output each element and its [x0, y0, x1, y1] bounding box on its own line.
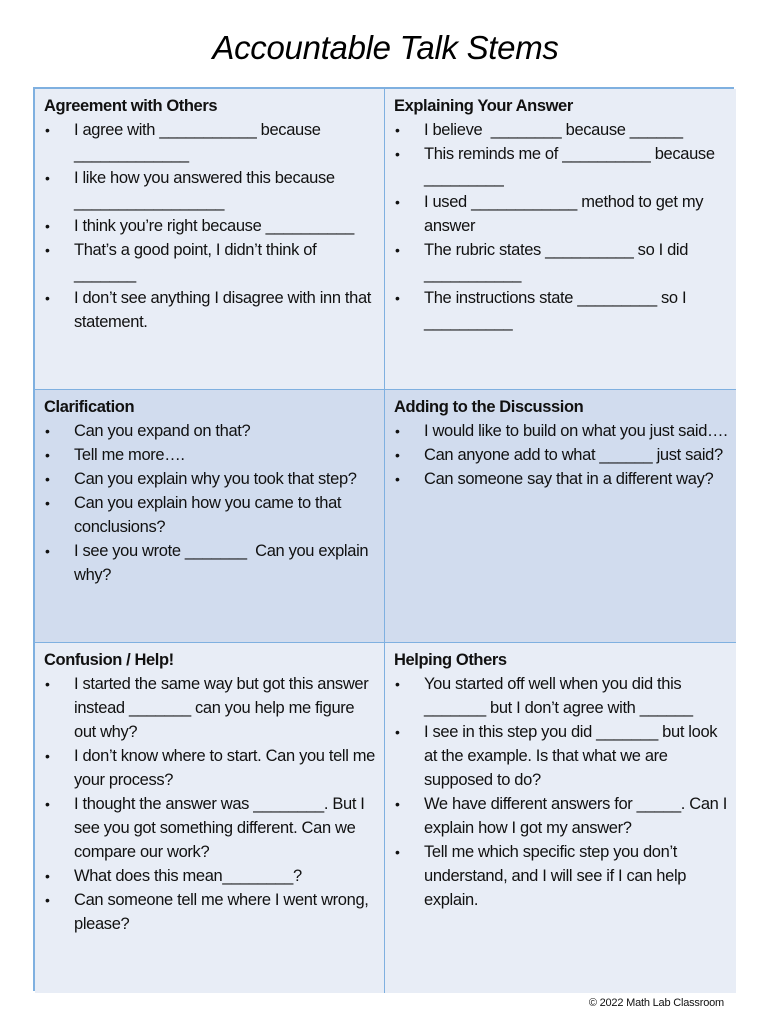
stem-list: [44, 672, 380, 936]
stem-item: [394, 840, 728, 912]
section-explaining-your-answer: [385, 89, 736, 390]
stem-text: I thought the answer was ________. But I see you got something different. Can we compare our work?: [74, 795, 369, 861]
bullet-icon: •: [395, 676, 400, 692]
talk-stems-table: [33, 87, 734, 991]
stem-item: [44, 467, 376, 491]
stem-item: [44, 166, 376, 214]
section-heading: Adding to the Discussion: [394, 398, 584, 416]
stem-item: [44, 238, 376, 286]
section-clarification: [35, 390, 385, 643]
bullet-icon: •: [45, 242, 50, 258]
bullet-icon: •: [395, 471, 400, 487]
bullet-icon: •: [45, 471, 50, 487]
stem-item: [44, 286, 376, 334]
stem-text: The instructions state _________ so I __________: [424, 289, 691, 331]
bullet-icon: •: [395, 242, 400, 258]
stem-item: [44, 672, 376, 744]
section-heading: Helping Others: [394, 651, 507, 669]
stem-text: We have different answers for _____. Can I explain how I got my answer?: [424, 795, 732, 837]
bullet-icon: •: [45, 447, 50, 463]
bullet-icon: •: [45, 122, 50, 138]
stem-item: [44, 864, 376, 888]
stem-text: That’s a good point, I didn’t think of _______: [74, 241, 321, 283]
stem-item: [44, 419, 376, 443]
bullet-icon: •: [45, 495, 50, 511]
stem-item: [44, 214, 376, 238]
bullet-icon: •: [395, 844, 400, 860]
bullet-icon: •: [395, 146, 400, 162]
bullet-icon: •: [45, 796, 50, 812]
stem-item: [394, 792, 732, 840]
stem-text: I used ____________ method to get my answer: [424, 193, 708, 235]
bullet-icon: •: [395, 796, 400, 812]
stem-item: [44, 888, 376, 936]
bullet-icon: •: [395, 122, 400, 138]
stem-text: I would like to build on what you just said….: [424, 422, 728, 440]
stem-text: Can someone say that in a different way?: [424, 470, 714, 488]
stem-text: Tell me which specific step you don’t understand, and I will see if I can help explain.: [424, 843, 691, 909]
stem-item: [394, 286, 728, 334]
section-heading: Explaining Your Answer: [394, 97, 573, 115]
bullet-icon: •: [45, 543, 50, 559]
bullet-icon: •: [45, 748, 50, 764]
stem-item: [394, 443, 728, 467]
stem-item: [394, 419, 728, 443]
section-helping-others: [385, 643, 736, 993]
section-heading: Clarification: [44, 398, 135, 416]
stem-text: I think you’re right because __________: [74, 217, 354, 235]
stem-list: [394, 419, 728, 491]
page-title: Accountable Talk Stems: [212, 29, 559, 66]
bullet-icon: •: [395, 423, 400, 439]
stem-list: [44, 118, 376, 334]
stem-text: The rubric states __________ so I did ___________: [424, 241, 693, 283]
stem-item: [394, 118, 728, 142]
stem-item: [44, 443, 376, 467]
stem-list: [394, 672, 732, 912]
stem-item: [394, 720, 728, 792]
stem-item: [44, 792, 376, 864]
bullet-icon: •: [45, 423, 50, 439]
stem-text: I don’t know where to start. Can you tell me your process?: [74, 747, 380, 789]
bullet-icon: •: [395, 447, 400, 463]
stem-text: I started the same way but got this answer instead _______ can you help me figure out why?: [74, 675, 373, 741]
stem-item: [394, 238, 728, 286]
stem-text: I don’t see anything I disagree with inn that statement.: [74, 289, 376, 331]
stem-text: I see in this step you did _______ but look at the example. Is that what we are supposed to do?: [424, 723, 722, 789]
bullet-icon: •: [45, 868, 50, 884]
stem-list: [394, 118, 728, 334]
section-heading: Agreement with Others: [44, 97, 218, 115]
stem-text: I agree with ___________ because _____________: [74, 121, 325, 163]
stem-text: This reminds me of __________ because _________: [424, 145, 719, 187]
bullet-icon: •: [45, 676, 50, 692]
section-agreement-with-others: [35, 89, 385, 390]
stem-item: [44, 744, 380, 792]
bullet-icon: •: [395, 194, 400, 210]
stem-item: [44, 118, 376, 166]
stem-text: Can you expand on that?: [74, 422, 251, 440]
stem-text: You started off well when you did this _______ but I don’t agree with ______: [424, 675, 693, 717]
stem-item: [44, 539, 376, 587]
section-confusion-help: [35, 643, 385, 993]
bullet-icon: •: [45, 892, 50, 908]
bullet-icon: •: [45, 170, 50, 186]
stem-text: Can you explain why you took that step?: [74, 470, 357, 488]
copyright-footer: © 2022 Math Lab Classroom: [588, 997, 724, 1009]
stem-item: [394, 190, 728, 238]
bullet-icon: •: [395, 290, 400, 306]
section-heading: Confusion / Help!: [44, 651, 174, 669]
stem-text: I see you wrote _______ Can you explain why?: [74, 542, 373, 584]
bullet-icon: •: [45, 218, 50, 234]
stem-text: What does this mean________?: [74, 867, 302, 885]
stem-text: Can anyone add to what ______ just said?: [424, 446, 723, 464]
bullet-icon: •: [395, 724, 400, 740]
stem-item: [394, 142, 728, 190]
stem-list: [44, 419, 376, 587]
stem-item: [44, 491, 376, 539]
stem-text: Can someone tell me where I went wrong, please?: [74, 891, 373, 933]
stem-item: [394, 672, 728, 720]
stem-text: Tell me more….: [74, 446, 185, 464]
stem-item: [394, 467, 728, 491]
stem-text: I like how you answered this because _________________: [74, 169, 339, 211]
stem-text: I believe ________ because ______: [424, 121, 683, 139]
bullet-icon: •: [45, 290, 50, 306]
stem-text: Can you explain how you came to that conclusions?: [74, 494, 346, 536]
section-adding-to-the-discussion: [385, 390, 736, 643]
